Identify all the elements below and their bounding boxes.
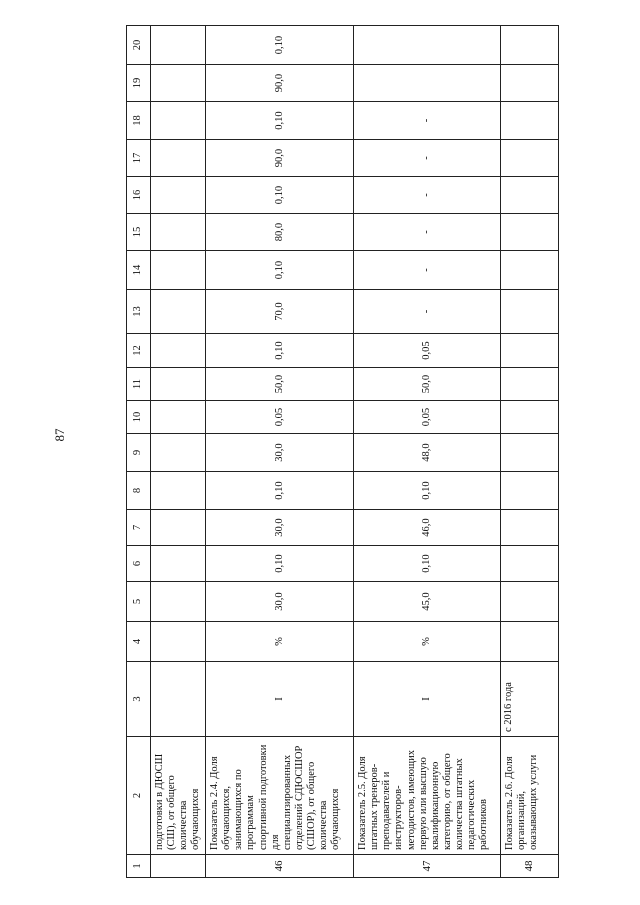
value-cell	[151, 290, 206, 334]
value-cell: 90,0	[206, 140, 354, 177]
value-cell: -	[354, 290, 501, 334]
value-cell: 0,10	[354, 546, 501, 582]
value-cell	[151, 140, 206, 177]
indicator-name-cell: Показатель 2.5. Доля штатных тренеров-преподавателей и инструкторов-методистов, имеющих первую или высшую квалификационную категорию, от общего количества штатных педагогических работников	[354, 737, 501, 855]
value-cell	[501, 434, 559, 472]
value-cell	[151, 582, 206, 622]
value-cell	[354, 26, 501, 65]
value-cell: 14	[127, 251, 151, 290]
indicator-name-cell: Показатель 2.4. Доля обучающихся, занимающихся по программам спортивной подготовки для специализированных отделений СДЮСШОР (СШОР), от общего количества обучающихся	[206, 737, 354, 855]
table-row	[501, 26, 559, 878]
value-cell	[151, 401, 206, 434]
value-cell: 19	[127, 65, 151, 102]
value-cell: с 2016 года	[501, 662, 559, 737]
value-cell: 30,0	[206, 510, 354, 546]
value-cell: -	[354, 214, 501, 251]
value-cell	[501, 290, 559, 334]
value-cell: 0,10	[206, 251, 354, 290]
value-cell	[501, 546, 559, 582]
value-cell	[151, 510, 206, 546]
value-cell: 48,0	[354, 434, 501, 472]
value-cell: 0,10	[206, 472, 354, 510]
value-cell: 8	[127, 472, 151, 510]
value-cell: 0,10	[354, 472, 501, 510]
value-cell: 12	[127, 334, 151, 368]
indicators-table-wrapper	[126, 26, 540, 878]
value-cell	[501, 65, 559, 102]
value-cell: -	[354, 140, 501, 177]
value-cell	[151, 251, 206, 290]
value-cell	[501, 140, 559, 177]
value-cell	[501, 401, 559, 434]
indicator-name-cell: подготовки в ДЮСШ (СШ), от общего количества обучающихся	[151, 737, 206, 855]
value-cell	[501, 472, 559, 510]
value-cell	[501, 510, 559, 546]
page-number: 87	[52, 428, 67, 442]
value-cell: 0,10	[206, 546, 354, 582]
value-cell: 15	[127, 214, 151, 251]
value-cell	[354, 65, 501, 102]
value-cell: -	[354, 177, 501, 214]
value-cell: %	[206, 622, 354, 662]
value-cell	[151, 334, 206, 368]
value-cell: 0,10	[206, 177, 354, 214]
value-cell	[151, 214, 206, 251]
value-cell: 30,0	[206, 434, 354, 472]
value-cell: 4	[127, 622, 151, 662]
row-number-cell: 47	[354, 855, 501, 878]
value-cell: 5	[127, 582, 151, 622]
value-cell	[501, 251, 559, 290]
indicators-table	[126, 25, 559, 878]
value-cell	[501, 26, 559, 65]
value-cell	[151, 546, 206, 582]
value-cell: 17	[127, 140, 151, 177]
value-cell	[501, 334, 559, 368]
value-cell: -	[354, 251, 501, 290]
value-cell	[501, 177, 559, 214]
value-cell: 0,05	[354, 401, 501, 434]
value-cell: 50,0	[206, 368, 354, 401]
value-cell	[501, 582, 559, 622]
value-cell: 70,0	[206, 290, 354, 334]
value-cell: 11	[127, 368, 151, 401]
indicator-name-cell: 2	[127, 737, 151, 855]
value-cell: %	[354, 622, 501, 662]
value-cell: 3	[127, 662, 151, 737]
value-cell: 0,10	[206, 334, 354, 368]
value-cell	[151, 472, 206, 510]
value-cell	[151, 65, 206, 102]
value-cell	[151, 434, 206, 472]
value-cell: 9	[127, 434, 151, 472]
value-cell	[151, 622, 206, 662]
table-row	[354, 26, 501, 878]
indicator-name-cell: Показатель 2.6. Доля организаций, оказывающих услуги	[501, 737, 559, 855]
value-cell: 0,05	[354, 334, 501, 368]
value-cell: 0,05	[206, 401, 354, 434]
value-cell: 0,10	[206, 26, 354, 65]
value-cell: 46,0	[354, 510, 501, 546]
value-cell	[501, 102, 559, 140]
value-cell: 6	[127, 546, 151, 582]
value-cell: 90,0	[206, 65, 354, 102]
row-number-cell: 48	[501, 855, 559, 878]
value-cell: 18	[127, 102, 151, 140]
value-cell: I	[354, 662, 501, 737]
row-number-cell: 46	[206, 855, 354, 878]
value-cell	[151, 177, 206, 214]
table-header-row	[127, 26, 151, 878]
value-cell: 13	[127, 290, 151, 334]
table-row	[206, 26, 354, 878]
value-cell: 20	[127, 26, 151, 65]
value-cell	[151, 662, 206, 737]
value-cell: 50,0	[354, 368, 501, 401]
value-cell: 10	[127, 401, 151, 434]
value-cell	[151, 102, 206, 140]
row-number-cell: 1	[127, 855, 151, 878]
value-cell	[151, 26, 206, 65]
value-cell: 7	[127, 510, 151, 546]
value-cell: 30,0	[206, 582, 354, 622]
value-cell	[501, 368, 559, 401]
value-cell: -	[354, 102, 501, 140]
value-cell: 0,10	[206, 102, 354, 140]
row-number-cell	[151, 855, 206, 878]
value-cell: I	[206, 662, 354, 737]
value-cell	[501, 622, 559, 662]
value-cell: 16	[127, 177, 151, 214]
value-cell	[501, 214, 559, 251]
value-cell: 80,0	[206, 214, 354, 251]
value-cell: 45,0	[354, 582, 501, 622]
value-cell	[151, 368, 206, 401]
table-row	[151, 26, 206, 878]
